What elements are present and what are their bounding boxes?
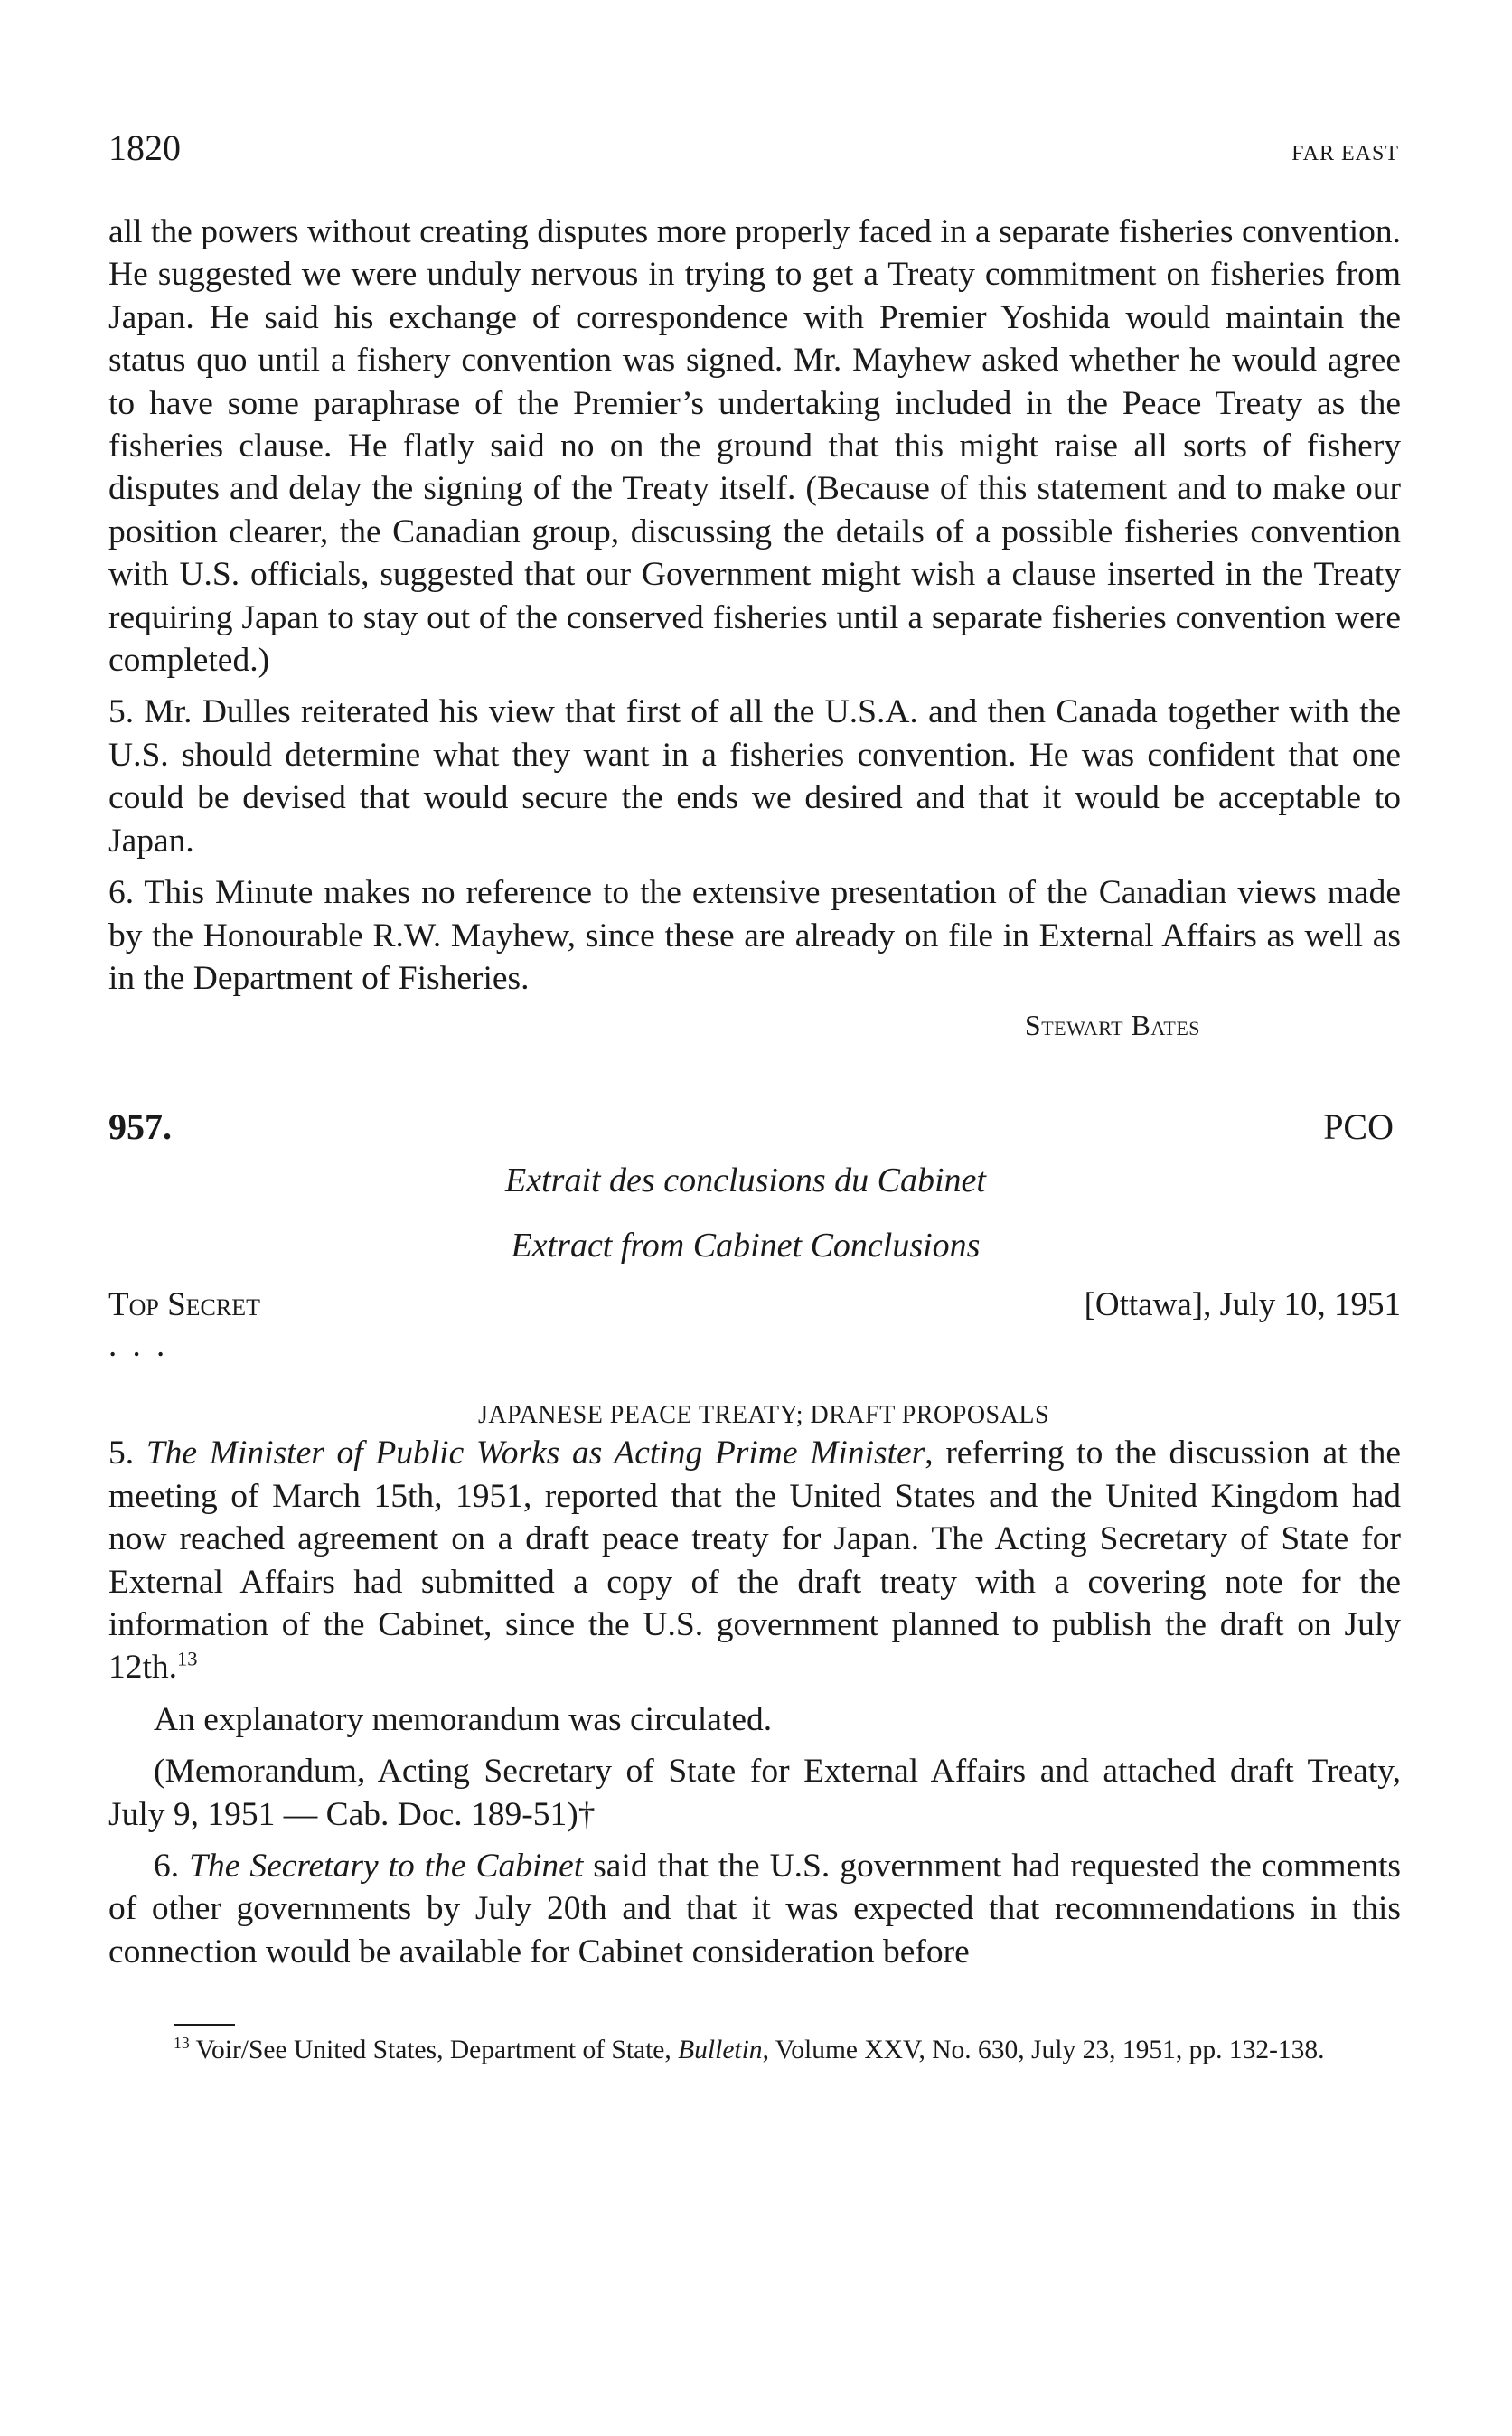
footnote-13 — [108, 2033, 1401, 2068]
document-title-french: Extrait des conclusions du Cabinet — [505, 1162, 986, 1200]
footnote-rule — [174, 2024, 235, 2026]
document-number: 957. — [108, 1106, 172, 1148]
paragraph-number: 5. — [108, 1434, 146, 1472]
document-title — [108, 1148, 1401, 1278]
paragraph-5: 5. Mr. Dulles reiterated his view that first of all the U.S.A. and then Canada together with the U.S. should determine what they want in a fisheries convention. He was confident that one could be devised that would secure the ends we desired and that it would be acceptable to Japan. — [108, 693, 1401, 860]
paragraph-text: , referring to the discussion at the meeting of March 15th, 1951, reported that the United States and the United Kingdom had now reached agreement on a draft peace treaty for Japan. The Acting Secretary of State for External Affairs had submitted a copy of the draft treaty with a covering note for the information of the Cabinet, since the U.S. government planned to publish the draft on July 12th. — [108, 1434, 1402, 1687]
memo-circulated: An explanatory memorandum was circulated. — [154, 1700, 773, 1738]
document-957-body — [108, 1432, 1401, 1973]
section-title: FAR EAST — [1291, 142, 1399, 165]
footnote-reference: 13 — [177, 1647, 198, 1670]
footnote-text-end: , Volume XXV, No. 630, July 23, 1951, pp. 132-138. — [762, 2036, 1325, 2065]
footnote-text-start: Voir/See United States, Department of State, — [189, 2036, 679, 2065]
paragraph-6-cabinet — [108, 1845, 1401, 1973]
omission-ellipsis: . . . — [108, 1327, 169, 1365]
document-page — [108, 127, 1401, 2068]
subject-heading: JAPANESE PEACE TREATY; DRAFT PROPOSALS — [477, 1401, 1050, 1430]
document-title-english: Extract from Cabinet Conclusions — [511, 1227, 981, 1265]
security-classification: Top Secret — [108, 1286, 260, 1324]
speaker: The Secretary to the Cabinet — [189, 1847, 584, 1885]
signature: Stewart Bates — [1024, 1009, 1200, 1042]
place-date: [Ottawa], July 10, 1951 — [1084, 1286, 1401, 1324]
classification-row — [108, 1285, 1401, 1324]
paragraph-number: 6. — [154, 1847, 190, 1885]
paragraph-5-cabinet — [108, 1432, 1401, 1688]
speaker: The Minister of Public Works as Acting Prime Minister — [146, 1434, 925, 1472]
page-number: 1820 — [108, 127, 181, 168]
document-956-body — [108, 211, 1401, 1000]
footnote-marker: 13 — [174, 2034, 190, 2053]
running-head — [108, 127, 1401, 169]
document-957-header — [108, 1105, 1401, 1148]
memo-reference: (Memorandum, Acting Secretary of State for External Affairs and attached draft Treaty, July 9, 1951 — Cab. Doc. 189-51)† — [108, 1753, 1401, 1833]
paragraph-6: 6. This Minute makes no reference to the extensive presentation of the Canadian views made by the Honourable R.W. Mayhew, since these are already on file in External Affairs as well as in the Department of Fisheries. — [108, 874, 1401, 997]
footnote-publication: Bulletin — [678, 2036, 763, 2065]
document-source: PCO — [1323, 1106, 1394, 1148]
paragraph-text: said that the U.S. government had requested the comments of other governments by July 20th and that it was expected that recommendations in this connection would be available for Cabinet consideration before — [108, 1847, 1401, 1970]
paragraph-continued: all the powers without creating disputes more properly faced in a separate fisheries convention. He suggested we were unduly nervous in trying to get a Treaty commitment on fisheries from Japan. He said his exchange of correspondence with Premier Yoshida would maintain the status quo until a fishery convention was signed. Mr. Mayhew asked whether he would agree to have some paraphrase of the Premier’s undertaking included in the Peace Treaty as the fisheries clause. He flatly said no on the ground that this might raise all sorts of fishery disputes and delay the signing of the Treaty itself. (Because of this statement and to make our position clearer, the Canadian group, discussing the details of a possible fisheries convention with U.S. officials, suggested that our Government might wish a clause inserted in the Treaty requiring Japan to stay out of the conserved fisheries until a separate fisheries convention were completed.) — [108, 213, 1401, 680]
